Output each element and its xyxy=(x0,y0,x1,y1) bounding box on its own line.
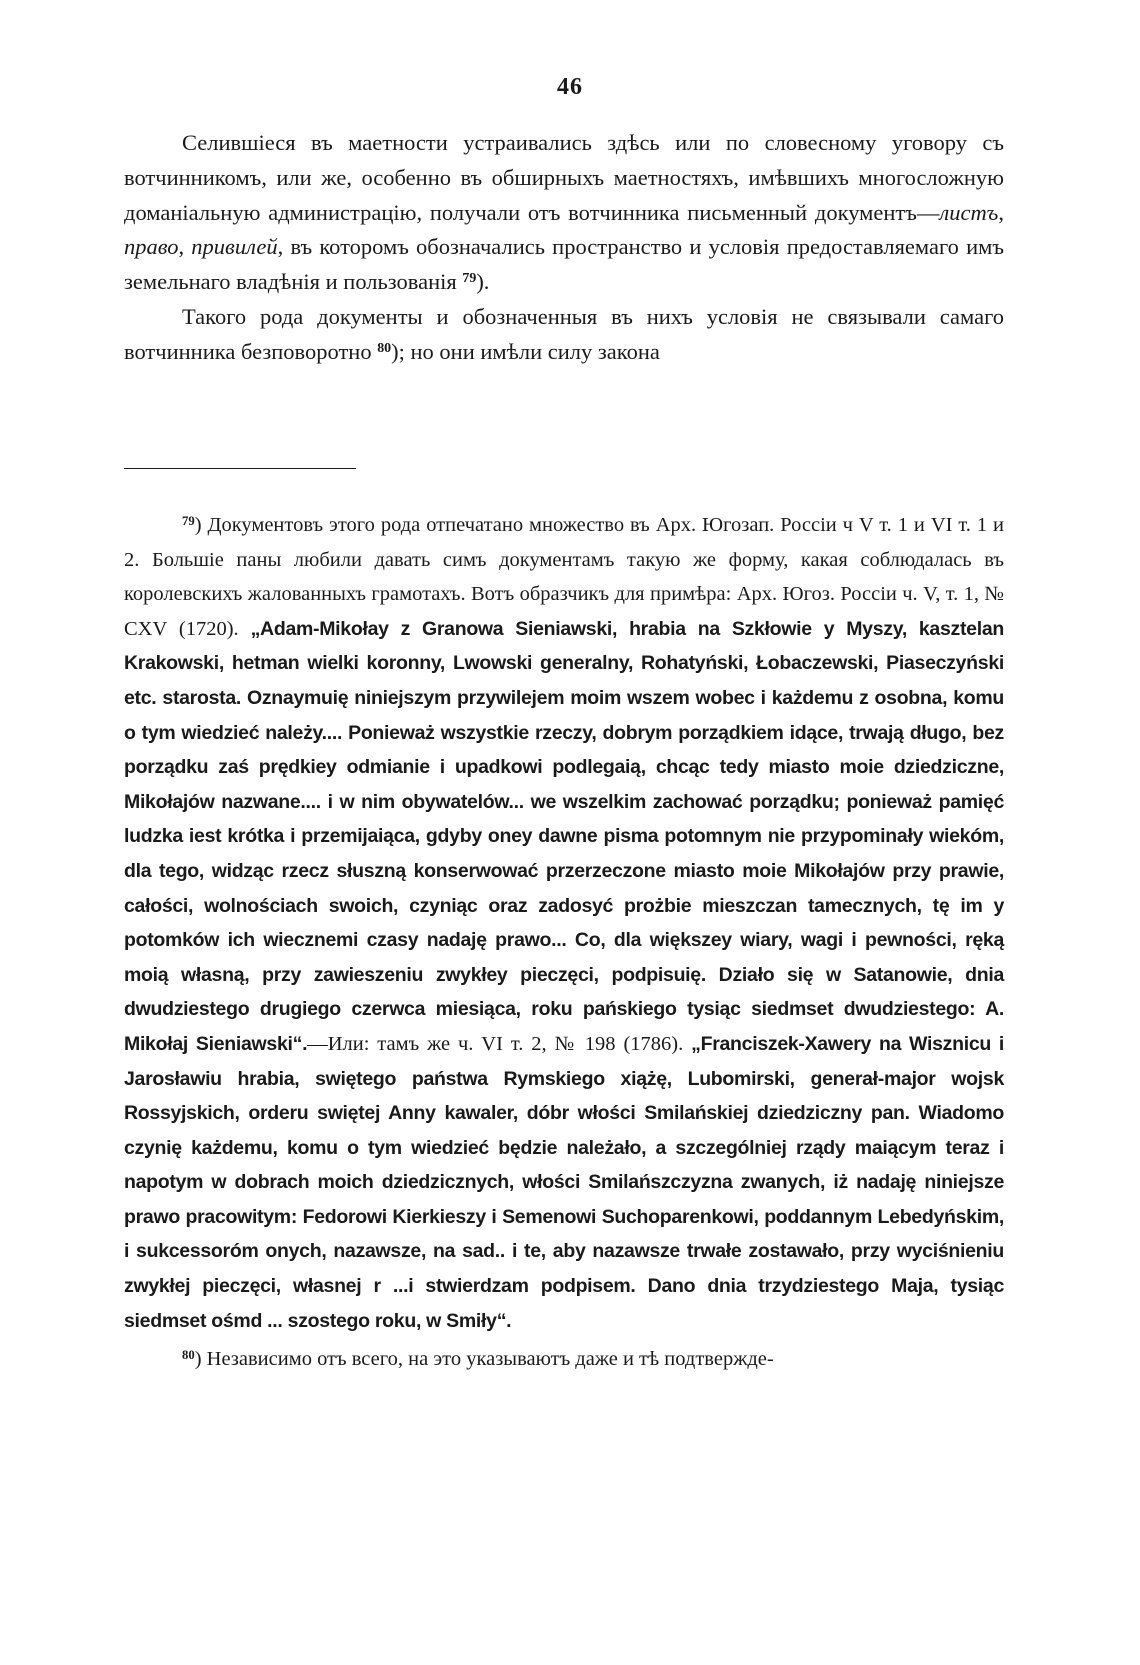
text-run: Такого рода документы и обозначенныя въ нихъ условія не связывали самаго вотчинника безповоротно xyxy=(124,303,1004,364)
text-run: , xyxy=(998,199,1004,225)
text-run: , xyxy=(178,234,192,260)
text-run: ). xyxy=(476,269,490,295)
footnote-ref-80: 80 xyxy=(377,340,392,356)
footnote-text: ) Документовъ этого рода отпечатано множество въ Арх. Югозап. Россіи ч V т. 1 и VI т. 1 и 2. Большіе паны любили давать симъ документамъ такую же форму, какая соблюдалась въ королевскихъ жалованныхъ грамотахъ. Вотъ образчикъ для примѣра: Арх. Югоз. Россіи ч. V, т. 1, № CXV (1720). xyxy=(124,514,1004,640)
italic-term: право xyxy=(124,234,179,260)
footnote-80 xyxy=(124,1342,1004,1377)
footnote-divider xyxy=(124,468,356,469)
text-run: ); но они имѣли силу закона xyxy=(391,338,660,364)
footnote-mark-79: 79 xyxy=(182,513,195,528)
footnotes xyxy=(124,508,1004,1377)
polish-quote-1: „Adam-Mikołay z Granowa Sieniawski, hrabia na Szkłowie y Myszy, kasztelan Krakowski, hetman wielki koronny, Lwowski generalny, Rohatyński, Łobaczewski, Piaseczyński etc. starosta. Oznaymuię niniejszym przywilejem moim wszem wobec i każdemu z osobna, komu o tym wiedzieć należy.... Ponieważ wszystkie rzeczy, dobrym porządkiem idące, trwają długo, bez porządku zaś prędkiey odmianie i upadkowi podlegaią, chcąc tedy miasto moie dziedziczne, Mikołajów nazwane.... i w nim obywatelów... we wszelkim zachować porządku; ponieważ pamięć ludzka iest krótka i przemijaiąca, gdyby oney dawne pisma potomnym nie przypominały wiekóm, dla tego, widząc rzecz słuszną konserwować przerzeczone miasto moie Mikołajów przy prawie, całości, wolnościach swoich, czyniąc oraz zadosyć prożbie mieszczan tamecznych, tę im y potomków ich wiecznemi czasy nadaję prawo... Co, dla większey wiary, wagi i pewności, ręką moią własną, przy zawieszeniu zwykłey pieczęci, podpisuię. Działo się w Satanowie, dnia dwudziestego drugiego czerwca miesiąca, roku pańskiego tysiąc siedmset dwudziestego: A. Mikołaj Sieniawski“. xyxy=(124,617,1004,1055)
main-paragraph-1 xyxy=(124,126,1004,300)
polish-quote-2: „Franciszek-Xawery na Wisznicu i Jarosławiu hrabia, swiętego państwa Rymskiego xiążę, Lubomirski, generał-major wojsk Rossyjskich, orderu swiętej Anny kawaler, dóbr włości Smilańskiej dziedziczny pan. Wiadomo czynię każdemu, komu o tym wiedzieć będzie należało, a szczególniej rządy maiącym teraz i napotym w dobrach moich dziedzicznych, włości Smilańszczyzna zwanych, iż nadaję niniejsze prawo pracowitym: Fedorowi Kierkieszy i Semenowi Suchoparenkowi, poddannym Lebedyńskim, i sukcessoróm onych, nazawsze, na sad.. i te, aby nazawsze trwałe zostawało, przy wyciśnieniu zwykłej pieczęci, własnej r ...i stwierdzam podpisem. Dano dnia trzydziestego Maja, tysiąc siedmset ośmd ... szostego roku, w Smiły“. xyxy=(124,1032,1004,1332)
main-text xyxy=(124,126,1004,370)
italic-term: привилей xyxy=(191,234,278,260)
footnote-mark-80: 80 xyxy=(182,1347,195,1362)
main-paragraph-2 xyxy=(124,300,1004,370)
text-run: , въ которомъ обозначались пространство и условія предоставляемаго имъ земельнаго владѣнія и пользованія xyxy=(124,234,1004,295)
text-run: Селившіеся въ маетности устраивались здѣсь или по словесному уговору съ вотчинникомъ, или же, особенно въ обширныхъ маетностяхъ, имѣвшихъ многосложную доманіальную администрацію, получали отъ вотчинника письменный документъ— xyxy=(124,130,1004,225)
footnote-79 xyxy=(124,508,1004,1338)
footnote-text: —Или: тамъ же ч. VI т. 2, № 198 (1786). xyxy=(307,1032,692,1055)
footnote-ref-79: 79 xyxy=(462,271,477,287)
footnote-text: ) Независимо отъ всего, на это указываютъ даже и тѣ подтверждe- xyxy=(194,1348,774,1371)
italic-term: листъ xyxy=(939,199,999,225)
page-number: 46 xyxy=(557,74,583,100)
